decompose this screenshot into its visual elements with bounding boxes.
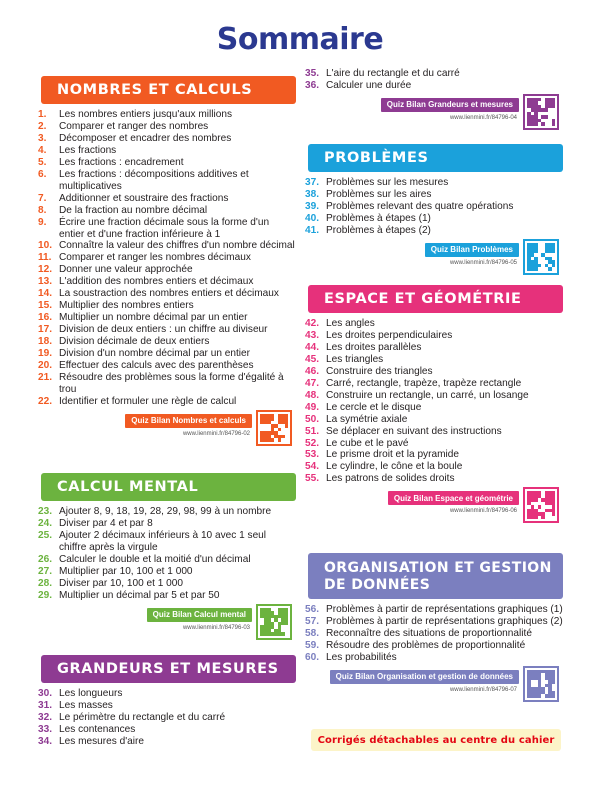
chapter-title: Additionner et soustraire des fractions: [59, 192, 229, 204]
chapter-title: Les masses: [59, 699, 113, 711]
chapter-number: 31.: [38, 699, 53, 711]
chapter-title: Ajouter 2 décimaux inférieurs à 10 avec 1 seul chiffre après la virgule: [59, 529, 267, 553]
chapter-item[interactable]: [305, 201, 563, 213]
chapter-number: 8.: [38, 204, 47, 216]
chapter-title: Problèmes à partir de représentations graphiques (2): [326, 615, 563, 627]
chapter-title: Les mesures d'aire: [59, 735, 144, 747]
corriges-note: Corrigés détachables au centre du cahier: [311, 729, 561, 751]
chapter-number: 29.: [38, 589, 53, 601]
chapter-title: Les droites perpendiculaires: [326, 329, 453, 341]
chapter-list: [305, 604, 563, 664]
chapter-title: Les fractions : décompositions additives et multiplicatives: [59, 168, 249, 192]
chapter-item[interactable]: [38, 736, 296, 748]
chapter-title: Reconnaître des situations de proportionnalité: [326, 627, 532, 639]
chapter-title: Calculer le double et la moitié d'un décimal: [59, 553, 251, 565]
chapter-number: 4.: [38, 144, 47, 156]
chapter-item[interactable]: [38, 121, 296, 133]
chapter-item[interactable]: [305, 390, 563, 402]
chapter-number: 39.: [305, 200, 320, 212]
chapter-item[interactable]: [38, 252, 296, 264]
quiz-row: [38, 410, 296, 450]
chapter-item[interactable]: [38, 700, 296, 712]
chapter-number: 24.: [38, 517, 53, 529]
chapter-number: 13.: [38, 276, 53, 288]
chapter-item[interactable]: [38, 518, 296, 530]
chapter-item[interactable]: [305, 438, 563, 450]
chapter-number: 26.: [38, 553, 53, 565]
chapter-title: Problèmes à étapes (2): [326, 224, 431, 236]
quiz-bilan-link[interactable]: Quiz Bilan Nombres et calculs: [125, 414, 252, 428]
chapter-item[interactable]: [38, 348, 296, 360]
chapter-item[interactable]: [305, 378, 563, 390]
chapter-item[interactable]: [38, 276, 296, 288]
quiz-bilan-link[interactable]: Quiz Bilan Problèmes: [425, 243, 519, 257]
chapter-item[interactable]: [38, 145, 296, 157]
section-banner: PROBLÈMES: [308, 144, 563, 172]
chapter-number: 3.: [38, 132, 47, 144]
chapter-number: 23.: [38, 506, 53, 517]
page-title: Sommaire: [216, 22, 384, 57]
qr-code-icon[interactable]: [523, 487, 559, 523]
qr-code-icon[interactable]: [256, 410, 292, 446]
chapter-title: La soustraction des nombres entiers et décimaux: [59, 288, 279, 300]
chapter-title: Le cylindre, le cône et la boule: [326, 461, 463, 473]
chapter-title: L'addition des nombres entiers et décimaux: [59, 276, 254, 288]
chapter-item[interactable]: [38, 566, 296, 578]
chapter-number: 44.: [305, 341, 320, 353]
chapter-item[interactable]: [38, 688, 296, 700]
chapter-title: Multiplier des nombres entiers: [59, 300, 194, 312]
chapter-number: 5.: [38, 156, 47, 168]
chapter-title: Les triangles: [326, 353, 384, 365]
chapter-item[interactable]: [305, 449, 563, 461]
chapter-title: Diviser par 10, 100 et 1 000: [59, 577, 184, 589]
quiz-bilan-link[interactable]: Quiz Bilan Calcul mental: [147, 608, 252, 622]
section-organisation-et-gestion-de-donnees: [305, 553, 563, 706]
chapter-number: 46.: [305, 365, 320, 377]
chapter-number: 10.: [38, 240, 53, 252]
chapter-number: 25.: [38, 529, 53, 541]
chapter-number: 17.: [38, 324, 53, 336]
chapter-item[interactable]: [38, 324, 296, 336]
chapter-item[interactable]: [38, 312, 296, 324]
section-calcul-mental: [38, 473, 296, 644]
chapter-item[interactable]: [38, 590, 296, 602]
quiz-url: www.lienmini.fr/84796-06: [449, 508, 517, 515]
chapter-number: 20.: [38, 360, 53, 372]
chapter-title: Résoudre des problèmes de proportionnalité: [326, 639, 526, 651]
chapter-title: Le périmètre du rectangle et du carré: [59, 711, 226, 723]
chapter-title: Ajouter 8, 9, 18, 19, 28, 29, 98, 99 à un nombre: [59, 506, 272, 517]
chapter-title: Comparer et ranger des nombres: [59, 120, 209, 132]
chapter-title: Les probabilités: [326, 651, 397, 663]
chapter-title: Les longueurs: [59, 688, 123, 699]
chapter-list: [38, 506, 296, 602]
chapter-title: Diviser par 4 et par 8: [59, 517, 153, 529]
chapter-number: 42.: [305, 318, 320, 329]
qr-code-icon[interactable]: [523, 666, 559, 702]
chapter-number: 38.: [305, 188, 320, 200]
chapter-number: 30.: [38, 688, 53, 699]
chapter-item[interactable]: [305, 225, 563, 237]
chapter-title: Identifier et formuler une règle de calcul: [59, 395, 237, 407]
chapter-number: 32.: [38, 711, 53, 723]
chapter-number: 36.: [305, 79, 320, 91]
chapter-title: Donner une valeur approchée: [59, 264, 193, 276]
chapter-number: 40.: [305, 212, 320, 224]
chapter-number: 16.: [38, 312, 53, 324]
chapter-item[interactable]: [305, 426, 563, 438]
chapter-item[interactable]: [305, 652, 563, 664]
chapter-number: 37.: [305, 177, 320, 188]
chapter-number: 18.: [38, 336, 53, 348]
chapter-item[interactable]: [38, 554, 296, 566]
chapter-title: Multiplier par 10, 100 et 1 000: [59, 565, 193, 577]
chapter-number: 45.: [305, 353, 320, 365]
chapter-number: 59.: [305, 639, 320, 651]
chapter-item[interactable]: [38, 205, 296, 217]
section-espace-et-geometrie: [305, 285, 563, 527]
chapter-item[interactable]: [305, 68, 563, 80]
chapter-item[interactable]: [305, 461, 563, 473]
chapter-title: Problèmes sur les aires: [326, 188, 432, 200]
chapter-number: 9.: [38, 216, 47, 228]
chapter-item[interactable]: [38, 530, 296, 554]
chapter-number: 27.: [38, 565, 53, 577]
chapter-item[interactable]: [305, 213, 563, 225]
chapter-number: 47.: [305, 377, 320, 389]
quiz-row: [305, 239, 563, 279]
chapter-title: Les fractions: [59, 144, 117, 156]
chapter-title: Les angles: [326, 318, 375, 329]
chapter-title: Problèmes à étapes (1): [326, 212, 431, 224]
chapter-item[interactable]: [38, 506, 296, 518]
chapter-number: 56.: [305, 604, 320, 615]
section-banner-line2: DE DONNÉES: [324, 576, 431, 593]
chapter-item[interactable]: [38, 372, 296, 396]
chapter-number: 50.: [305, 413, 320, 425]
chapter-number: 34.: [38, 735, 53, 747]
chapter-number: 33.: [38, 723, 53, 735]
chapter-title: Division de deux entiers : un chiffre au diviseur: [59, 324, 268, 336]
chapter-number: 41.: [305, 224, 320, 236]
chapter-item[interactable]: [38, 193, 296, 205]
chapter-title: Multiplier un nombre décimal par un entier: [59, 312, 248, 324]
chapter-item[interactable]: [305, 616, 563, 628]
chapter-item[interactable]: [38, 157, 296, 169]
chapter-title: Le cube et le pavé: [326, 437, 409, 449]
chapter-number: 43.: [305, 329, 320, 341]
quiz-url: www.lienmini.fr/84796-07: [449, 686, 517, 693]
quiz-row: [305, 487, 563, 527]
chapter-item[interactable]: [305, 177, 563, 189]
chapter-number: 2.: [38, 120, 47, 132]
chapter-list: [38, 109, 296, 408]
quiz-row: [305, 666, 563, 706]
chapter-title: Résoudre des problèmes sous la forme d'égalité à trou: [59, 371, 284, 395]
chapter-title: Connaître la valeur des chiffres d'un nombre décimal: [59, 240, 295, 252]
chapter-title: La symétrie axiale: [326, 413, 408, 425]
chapter-title: Se déplacer en suivant des instructions: [326, 425, 502, 437]
chapter-title: Le cercle et le disque: [326, 401, 422, 413]
chapter-item[interactable]: [305, 330, 563, 342]
qr-code-icon[interactable]: [256, 604, 292, 640]
chapter-item[interactable]: [38, 300, 296, 312]
chapter-item[interactable]: [305, 189, 563, 201]
chapter-title: De la fraction au nombre décimal: [59, 204, 208, 216]
section-problemes: [305, 144, 563, 279]
chapter-item[interactable]: [38, 336, 296, 348]
chapter-title: Division d'un nombre décimal par un entier: [59, 348, 251, 360]
chapter-number: 28.: [38, 577, 53, 589]
chapter-item[interactable]: [38, 396, 296, 408]
chapter-item[interactable]: [38, 133, 296, 145]
chapter-title: Décomposer et encadrer des nombres: [59, 132, 232, 144]
chapter-number: 58.: [305, 627, 320, 639]
chapter-title: Les droites parallèles: [326, 341, 422, 353]
chapter-title: L'aire du rectangle et du carré: [326, 68, 460, 79]
quiz-bilan-link[interactable]: Quiz Bilan Grandeurs et mesures: [381, 98, 519, 112]
chapter-title: Problèmes à partir de représentations graphiques (1): [326, 604, 563, 615]
chapter-item[interactable]: [38, 109, 296, 121]
section-banner: GRANDEURS ET MESURES: [41, 655, 296, 683]
chapter-title: Les contenances: [59, 723, 136, 735]
quiz-url: www.lienmini.fr/84796-03: [182, 624, 250, 631]
chapter-number: 49.: [305, 401, 320, 413]
quiz-url: www.lienmini.fr/84796-04: [449, 114, 517, 121]
chapter-item[interactable]: [38, 724, 296, 736]
chapter-number: 48.: [305, 389, 320, 401]
chapter-item[interactable]: [38, 264, 296, 276]
chapter-item[interactable]: [38, 169, 296, 193]
chapter-number: 15.: [38, 300, 53, 312]
chapter-number: 11.: [38, 252, 52, 264]
chapter-item[interactable]: [305, 342, 563, 354]
chapter-number: 57.: [305, 615, 320, 627]
section-banner: CALCUL MENTAL: [41, 473, 296, 501]
chapter-item[interactable]: [38, 712, 296, 724]
chapter-number: 1.: [38, 109, 47, 120]
chapter-title: Construire des triangles: [326, 365, 433, 377]
quiz-bilan-link[interactable]: Quiz Bilan Espace et géométrie: [388, 491, 519, 505]
quiz-row: [38, 604, 296, 644]
chapter-list: [305, 318, 563, 485]
chapter-number: 60.: [305, 651, 320, 663]
chapter-number: 12.: [38, 264, 53, 276]
section-banner: NOMBRES ET CALCULS: [41, 76, 296, 104]
chapter-title: Problèmes sur les mesures: [326, 177, 449, 188]
chapter-item[interactable]: [38, 240, 296, 252]
chapter-number: 55.: [305, 473, 320, 485]
chapter-title: Construire un rectangle, un carré, un losange: [326, 389, 529, 401]
chapter-item[interactable]: [38, 217, 296, 241]
chapter-number: 52.: [305, 437, 320, 449]
chapter-item[interactable]: [38, 360, 296, 372]
chapter-item[interactable]: [305, 402, 563, 414]
chapter-title: Écrire une fraction décimale sous la forme d'un entier et d'une fraction inférieure à 1: [59, 216, 270, 240]
quiz-url: www.lienmini.fr/84796-05: [449, 259, 517, 266]
chapter-item[interactable]: [38, 578, 296, 590]
chapter-number: 21.: [38, 371, 53, 383]
chapter-number: 53.: [305, 449, 320, 461]
qr-code-icon[interactable]: [523, 94, 559, 130]
chapter-number: 14.: [38, 288, 53, 300]
chapter-item[interactable]: [38, 288, 296, 300]
chapter-item[interactable]: [305, 366, 563, 378]
chapter-title: Les fractions : encadrement: [59, 156, 184, 168]
chapter-item[interactable]: [305, 318, 563, 330]
chapter-item[interactable]: [305, 640, 563, 652]
chapter-item[interactable]: [305, 354, 563, 366]
chapter-item[interactable]: [305, 604, 563, 616]
chapter-number: 7.: [38, 192, 47, 204]
chapter-list: [305, 177, 563, 237]
chapter-number: 54.: [305, 461, 320, 473]
chapter-item[interactable]: [305, 628, 563, 640]
quiz-bilan-link[interactable]: Quiz Bilan Organisation et gestion de données: [330, 670, 519, 684]
chapter-item[interactable]: [305, 80, 563, 92]
chapter-item[interactable]: [305, 414, 563, 426]
chapter-title: Carré, rectangle, trapèze, trapèze rectangle: [326, 377, 522, 389]
chapter-item[interactable]: [305, 473, 563, 485]
chapter-list: [38, 688, 296, 748]
chapter-title: Multiplier un décimal par 5 et par 50: [59, 589, 220, 601]
quiz-url: www.lienmini.fr/84796-02: [182, 430, 250, 437]
chapter-title: Division décimale de deux entiers: [59, 336, 210, 348]
chapter-list: [305, 68, 563, 92]
section-nombres-et-calculs: [38, 76, 296, 450]
chapter-title: Problèmes relevant des quatre opérations: [326, 200, 514, 212]
chapter-number: 22.: [38, 395, 53, 407]
chapter-number: 51.: [305, 425, 320, 437]
chapter-title: Le prisme droit et la pyramide: [326, 449, 459, 461]
chapter-title: Les patrons de solides droits: [326, 473, 455, 485]
chapter-number: 19.: [38, 348, 53, 360]
section-grandeurs-continued: [305, 68, 563, 134]
chapter-title: Comparer et ranger les nombres décimaux: [59, 252, 251, 264]
chapter-title: Calculer une durée: [326, 79, 412, 91]
section-banner-line1: ORGANISATION ET GESTION: [324, 559, 552, 576]
qr-code-icon[interactable]: [523, 239, 559, 275]
chapter-number: 6.: [38, 168, 47, 180]
section-banner: ESPACE ET GÉOMÉTRIE: [308, 285, 563, 313]
section-grandeurs-et-mesures: [38, 655, 296, 748]
chapter-title: Les nombres entiers jusqu'aux millions: [59, 109, 233, 120]
chapter-number: 35.: [305, 68, 320, 79]
chapter-title: Effectuer des calculs avec des parenthèses: [59, 360, 254, 372]
section-banner: [308, 553, 563, 599]
quiz-row: [305, 94, 563, 134]
